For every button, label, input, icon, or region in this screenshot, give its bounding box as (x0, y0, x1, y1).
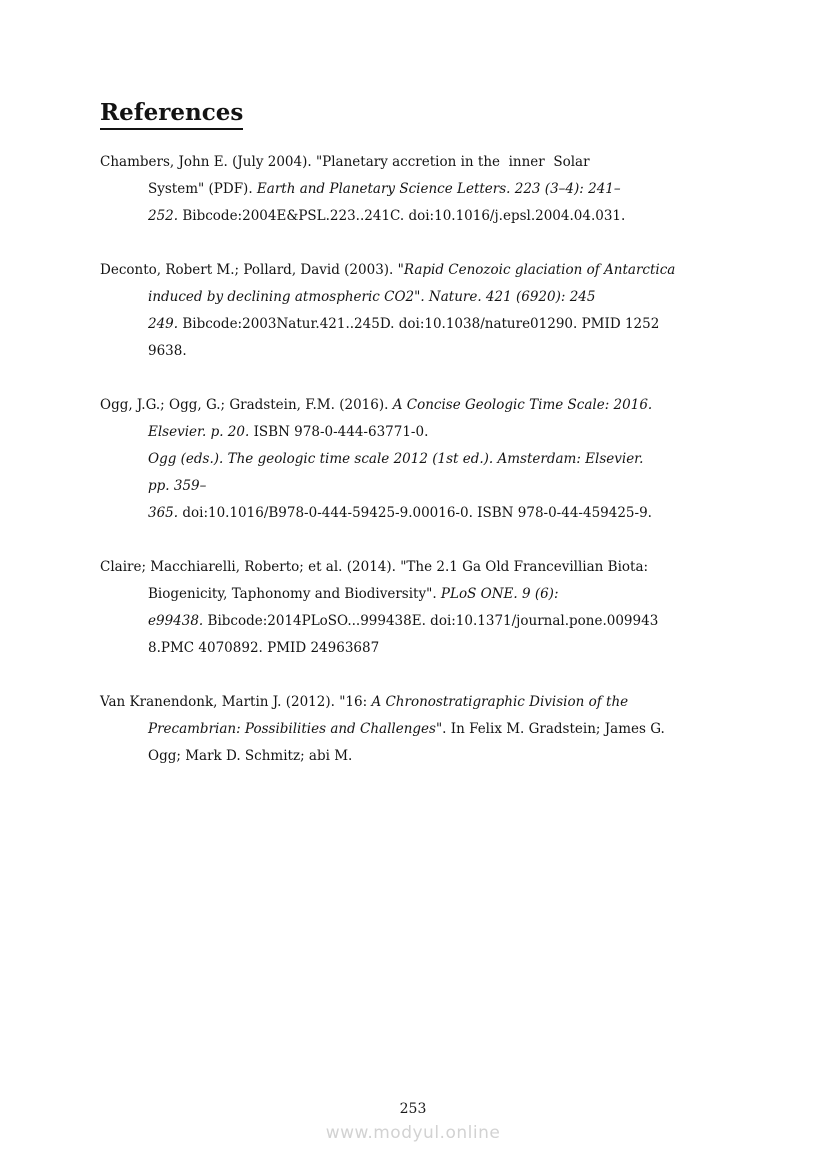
reference-line (100, 311, 760, 338)
reference-text-segment: A Concise Geologic Time Scale: 2016. (392, 397, 653, 413)
reference-line (100, 284, 760, 311)
reference-text-segment: Biogenicity, Taphonomy and Biodiversity". (148, 586, 441, 602)
reference-line (100, 581, 760, 608)
reference-line (100, 689, 760, 716)
reference-text-segment: 9638. (148, 343, 187, 359)
reference-text-segment: System" (PDF). (148, 181, 257, 197)
page-content (100, 99, 760, 797)
reference-line (100, 203, 760, 230)
reference-text-segment: 252. (148, 208, 179, 224)
reference-text-segment: Ogg, J.G.; Ogg, G.; Gradstein, F.M. (2016). (100, 397, 393, 413)
reference-text-segment: Ogg (eds.). The geologic time scale 2012 (1st ed.). Amsterdam: Elsevier. (148, 451, 644, 467)
reference-line (100, 257, 760, 284)
reference-text-segment: "Rapid Cenozoic glaciation of Antarctica (397, 262, 676, 278)
reference-line (100, 716, 760, 743)
reference-line (100, 608, 760, 635)
reference-text-segment: 249. (148, 316, 179, 332)
reference-text-segment: doi:10.1016/B978-0-444-59425-9.00016-0. ISBN 978-0-44-459425-9. (178, 505, 652, 521)
reference-text-segment: ISBN 978-0-444-63771-0. (249, 424, 429, 440)
page-number: 253 (399, 1101, 427, 1117)
title-row (100, 99, 760, 143)
reference-entry (100, 257, 760, 365)
reference-text-segment: PLoS ONE. 9 (6): (440, 586, 559, 602)
reference-text-segment: Bibcode:2003Natur.421..245D. doi:10.1038/nature01290. PMID 1252 (178, 316, 660, 332)
reference-text-segment: Elsevier. p. 20. (148, 424, 250, 440)
reference-line (100, 338, 760, 365)
watermark: www.modyul.online (325, 1123, 501, 1143)
reference-entry (100, 149, 760, 230)
reference-text-segment: pp. 359– (148, 478, 207, 494)
reference-line (100, 149, 760, 176)
reference-line (100, 392, 760, 419)
reference-text-segment: Precambrian: Possibilities and Challenges (148, 721, 436, 737)
reference-entry (100, 554, 760, 662)
reference-entry (100, 392, 760, 527)
reference-line (100, 446, 760, 473)
reference-text-segment: Bibcode:2014PLoSO...999438E. doi:10.1371/journal.pone.009943 (203, 613, 659, 629)
reference-text-segment: ". In Felix M. Gradstein; James G. (435, 721, 665, 737)
reference-text-segment: induced by declining atmospheric CO2". Nature. 421 (6920): 245 (148, 289, 596, 305)
reference-line (100, 554, 760, 581)
reference-text-segment: A Chronostratigraphic Division of the (371, 694, 629, 710)
page-title: References (100, 99, 243, 130)
reference-text-segment: Earth and Planetary Science Letters. 223 (3–4): 241– (256, 181, 621, 197)
references-list (100, 149, 760, 770)
reference-line (100, 635, 760, 662)
reference-entry (100, 689, 760, 770)
reference-text-segment: Deconto, Robert M.; Pollard, David (2003). (100, 262, 398, 278)
reference-line (100, 473, 760, 500)
reference-text-segment: 8.PMC 4070892. PMID 24963687 (148, 640, 380, 656)
reference-line (100, 419, 760, 446)
reference-text-segment: e99438. (148, 613, 204, 629)
reference-text-segment: Chambers, John E. (July 2004). "Planetary accretion in the inner Solar (100, 154, 590, 170)
reference-text-segment: 365. (148, 505, 179, 521)
reference-text-segment: Ogg; Mark D. Schmitz; abi M. (148, 748, 353, 764)
reference-text-segment: Claire; Macchiarelli, Roberto; et al. (2014). "The 2.1 Ga Old Francevillian Biota: (100, 559, 649, 575)
reference-line (100, 176, 760, 203)
reference-text-segment: Bibcode:2004E&PSL.223..241C. doi:10.1016/j.epsl.2004.04.031. (178, 208, 626, 224)
reference-text-segment: Van Kranendonk, Martin J. (2012). "16: (100, 694, 372, 710)
reference-line (100, 743, 760, 770)
reference-line (100, 500, 760, 527)
